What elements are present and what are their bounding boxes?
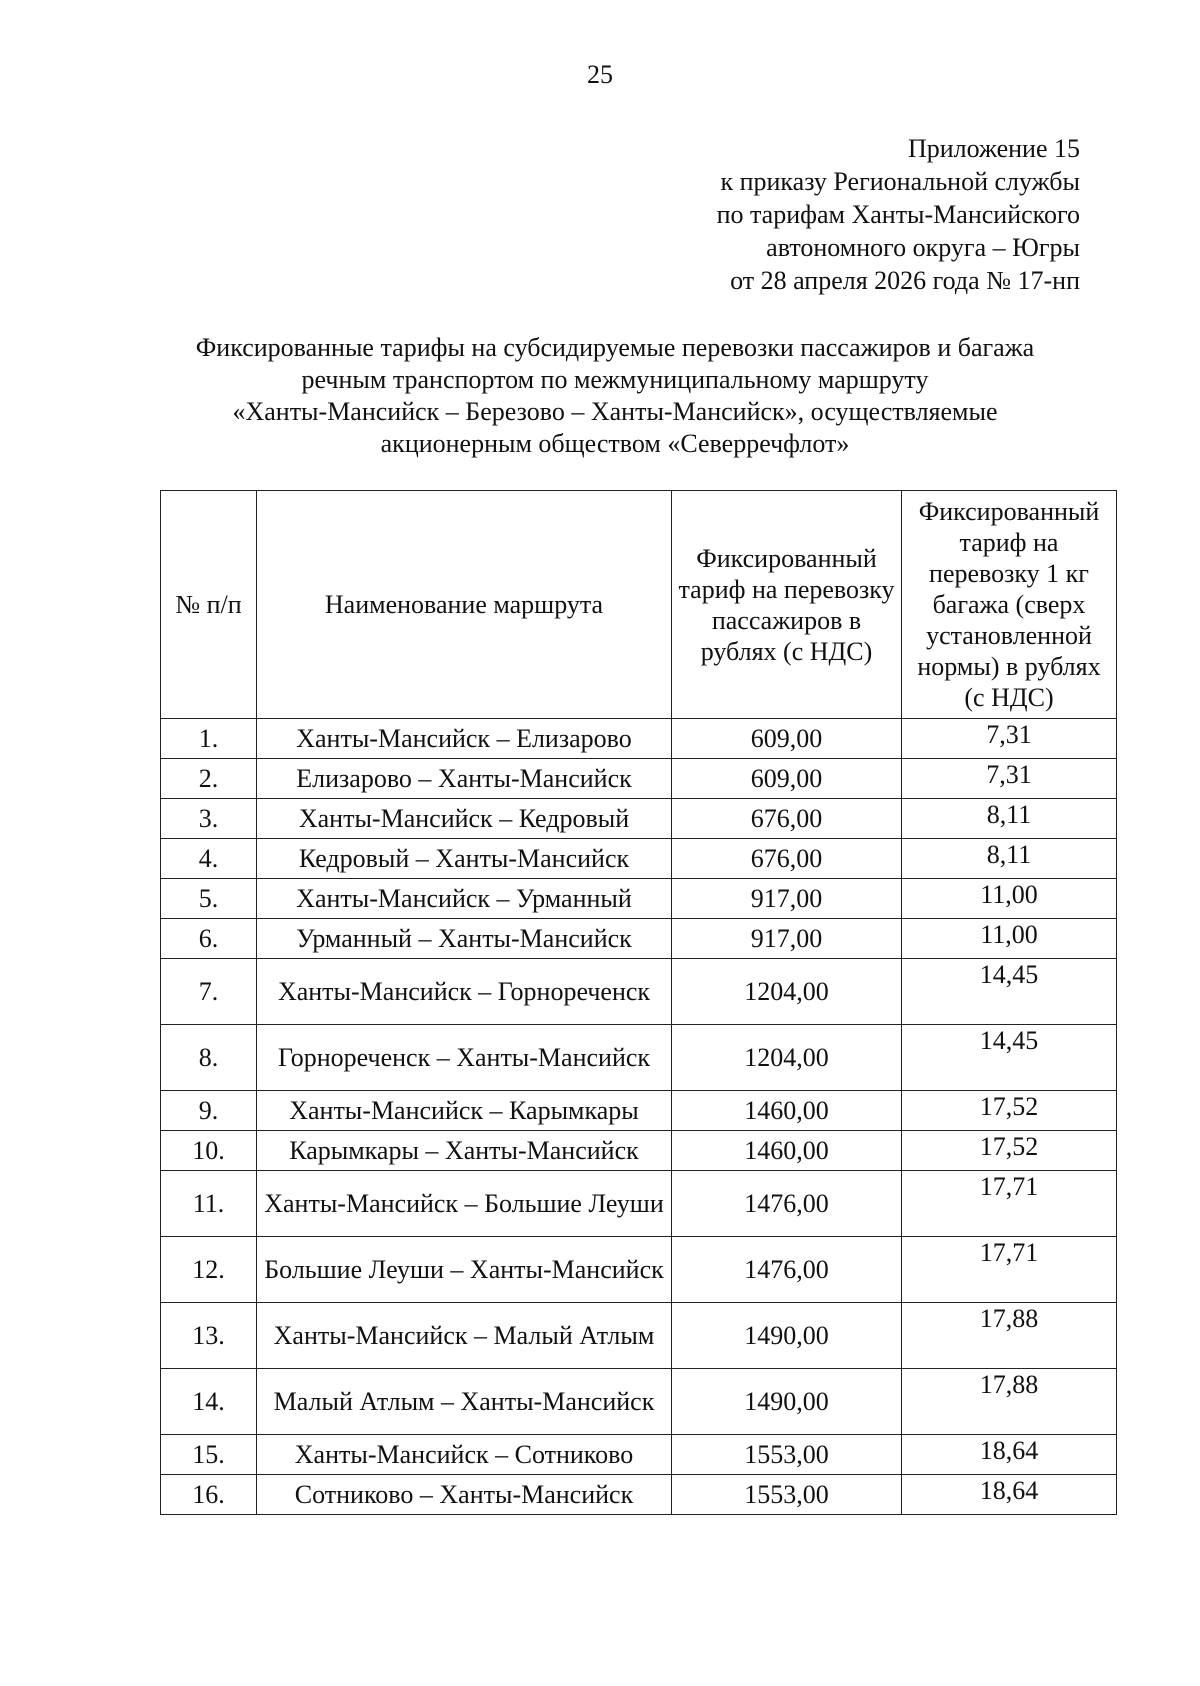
table-row [161, 1131, 1117, 1171]
row-baggage-tariff: 17,88 [902, 1369, 1117, 1435]
table-row [161, 919, 1117, 959]
header-num: № п/п [161, 491, 257, 719]
table-row [161, 879, 1117, 919]
row-passenger-tariff: 1460,00 [672, 1131, 902, 1171]
row-route: Большие Леуши – Ханты-Мансийск [257, 1237, 672, 1303]
row-baggage-tariff: 14,45 [902, 959, 1117, 1025]
row-passenger-tariff: 917,00 [672, 879, 902, 919]
row-passenger-tariff: 1460,00 [672, 1091, 902, 1131]
row-num: 8. [161, 1025, 257, 1091]
row-route: Ханты-Мансийск – Большие Леуши [257, 1171, 672, 1237]
title-line: Фиксированные тарифы на субсидируемые перевозки пассажиров и багажа [195, 333, 1035, 362]
row-num: 11. [161, 1171, 257, 1237]
header-passenger-tariff: Фиксированный тариф на перевозку пассажиров в рублях (с НДС) [672, 491, 902, 719]
page-number: 25 [587, 60, 613, 89]
row-route: Ханты-Мансийск – Сотниково [257, 1435, 672, 1475]
row-baggage-tariff: 17,88 [902, 1303, 1117, 1369]
row-route: Карымкары – Ханты-Мансийск [257, 1131, 672, 1171]
row-passenger-tariff: 609,00 [672, 719, 902, 759]
row-num: 10. [161, 1131, 257, 1171]
row-passenger-tariff: 917,00 [672, 919, 902, 959]
title-line: речным транспортом по межмуниципальному маршруту [301, 365, 929, 394]
row-passenger-tariff: 676,00 [672, 839, 902, 879]
row-route: Ханты-Мансийск – Кедровый [257, 799, 672, 839]
row-route: Ханты-Мансийск – Урманный [257, 879, 672, 919]
header-route: Наименование маршрута [257, 491, 672, 719]
row-passenger-tariff: 676,00 [672, 799, 902, 839]
row-num: 2. [161, 759, 257, 799]
row-baggage-tariff: 18,64 [902, 1435, 1117, 1475]
row-baggage-tariff: 14,45 [902, 1025, 1117, 1091]
row-baggage-tariff: 18,64 [902, 1475, 1117, 1515]
row-passenger-tariff: 1204,00 [672, 1025, 902, 1091]
row-passenger-tariff: 1476,00 [672, 1237, 902, 1303]
table-row [161, 1025, 1117, 1091]
row-route: Елизарово – Ханты-Мансийск [257, 759, 672, 799]
table-row [161, 959, 1117, 1025]
row-num: 3. [161, 799, 257, 839]
table-row [161, 1475, 1117, 1515]
row-num: 12. [161, 1237, 257, 1303]
row-baggage-tariff: 11,00 [902, 879, 1117, 919]
appendix-line: от 28 апреля 2026 года № 17-нп [730, 266, 1080, 295]
title-line: акционерным обществом «Северречфлот» [380, 429, 850, 458]
row-route: Урманный – Ханты-Мансийск [257, 919, 672, 959]
row-route: Кедровый – Ханты-Мансийск [257, 839, 672, 879]
row-passenger-tariff: 1490,00 [672, 1303, 902, 1369]
row-route: Ханты-Мансийск – Малый Атлым [257, 1303, 672, 1369]
tariff-table [160, 490, 1117, 1515]
title-line: «Ханты-Мансийск – Березово – Ханты-Мансийск», осуществляемые [232, 397, 998, 426]
row-route: Горнореченск – Ханты-Мансийск [257, 1025, 672, 1091]
table-row [161, 1435, 1117, 1475]
row-num: 16. [161, 1475, 257, 1515]
appendix-line: автономного округа – Югры [766, 233, 1080, 262]
row-num: 7. [161, 959, 257, 1025]
row-baggage-tariff: 17,71 [902, 1171, 1117, 1237]
table-row [161, 1369, 1117, 1435]
row-baggage-tariff: 17,71 [902, 1237, 1117, 1303]
table-row [161, 799, 1117, 839]
row-passenger-tariff: 1476,00 [672, 1171, 902, 1237]
row-route: Сотниково – Ханты-Мансийск [257, 1475, 672, 1515]
row-num: 6. [161, 919, 257, 959]
table-row [161, 1171, 1117, 1237]
table-row [161, 1237, 1117, 1303]
row-num: 4. [161, 839, 257, 879]
table-row [161, 759, 1117, 799]
document-title [140, 332, 1090, 460]
row-route: Ханты-Мансийск – Горнореченск [257, 959, 672, 1025]
appendix-line: Приложение 15 [907, 134, 1080, 163]
row-baggage-tariff: 7,31 [902, 719, 1117, 759]
row-num: 5. [161, 879, 257, 919]
appendix-line: по тарифам Ханты-Мансийского [716, 200, 1080, 229]
row-num: 1. [161, 719, 257, 759]
appendix-block [717, 132, 1080, 297]
row-num: 13. [161, 1303, 257, 1369]
row-route: Ханты-Мансийск – Елизарово [257, 719, 672, 759]
table-row [161, 1091, 1117, 1131]
row-baggage-tariff: 17,52 [902, 1131, 1117, 1171]
table-row [161, 1303, 1117, 1369]
row-passenger-tariff: 1553,00 [672, 1475, 902, 1515]
row-passenger-tariff: 609,00 [672, 759, 902, 799]
table-header-row [161, 491, 1117, 719]
table-row [161, 719, 1117, 759]
appendix-line: к приказу Региональной службы [720, 167, 1080, 196]
row-num: 9. [161, 1091, 257, 1131]
row-passenger-tariff: 1490,00 [672, 1369, 902, 1435]
row-baggage-tariff: 7,31 [902, 759, 1117, 799]
header-baggage-tariff: Фиксированный тариф на перевозку 1 кг багажа (сверх установленной нормы) в рублях (с НДС) [902, 491, 1117, 719]
row-route: Ханты-Мансийск – Карымкары [257, 1091, 672, 1131]
row-num: 15. [161, 1435, 257, 1475]
row-baggage-tariff: 8,11 [902, 839, 1117, 879]
row-baggage-tariff: 8,11 [902, 799, 1117, 839]
row-route: Малый Атлым – Ханты-Мансийск [257, 1369, 672, 1435]
row-baggage-tariff: 17,52 [902, 1091, 1117, 1131]
row-num: 14. [161, 1369, 257, 1435]
row-baggage-tariff: 11,00 [902, 919, 1117, 959]
table-row [161, 839, 1117, 879]
row-passenger-tariff: 1553,00 [672, 1435, 902, 1475]
row-passenger-tariff: 1204,00 [672, 959, 902, 1025]
